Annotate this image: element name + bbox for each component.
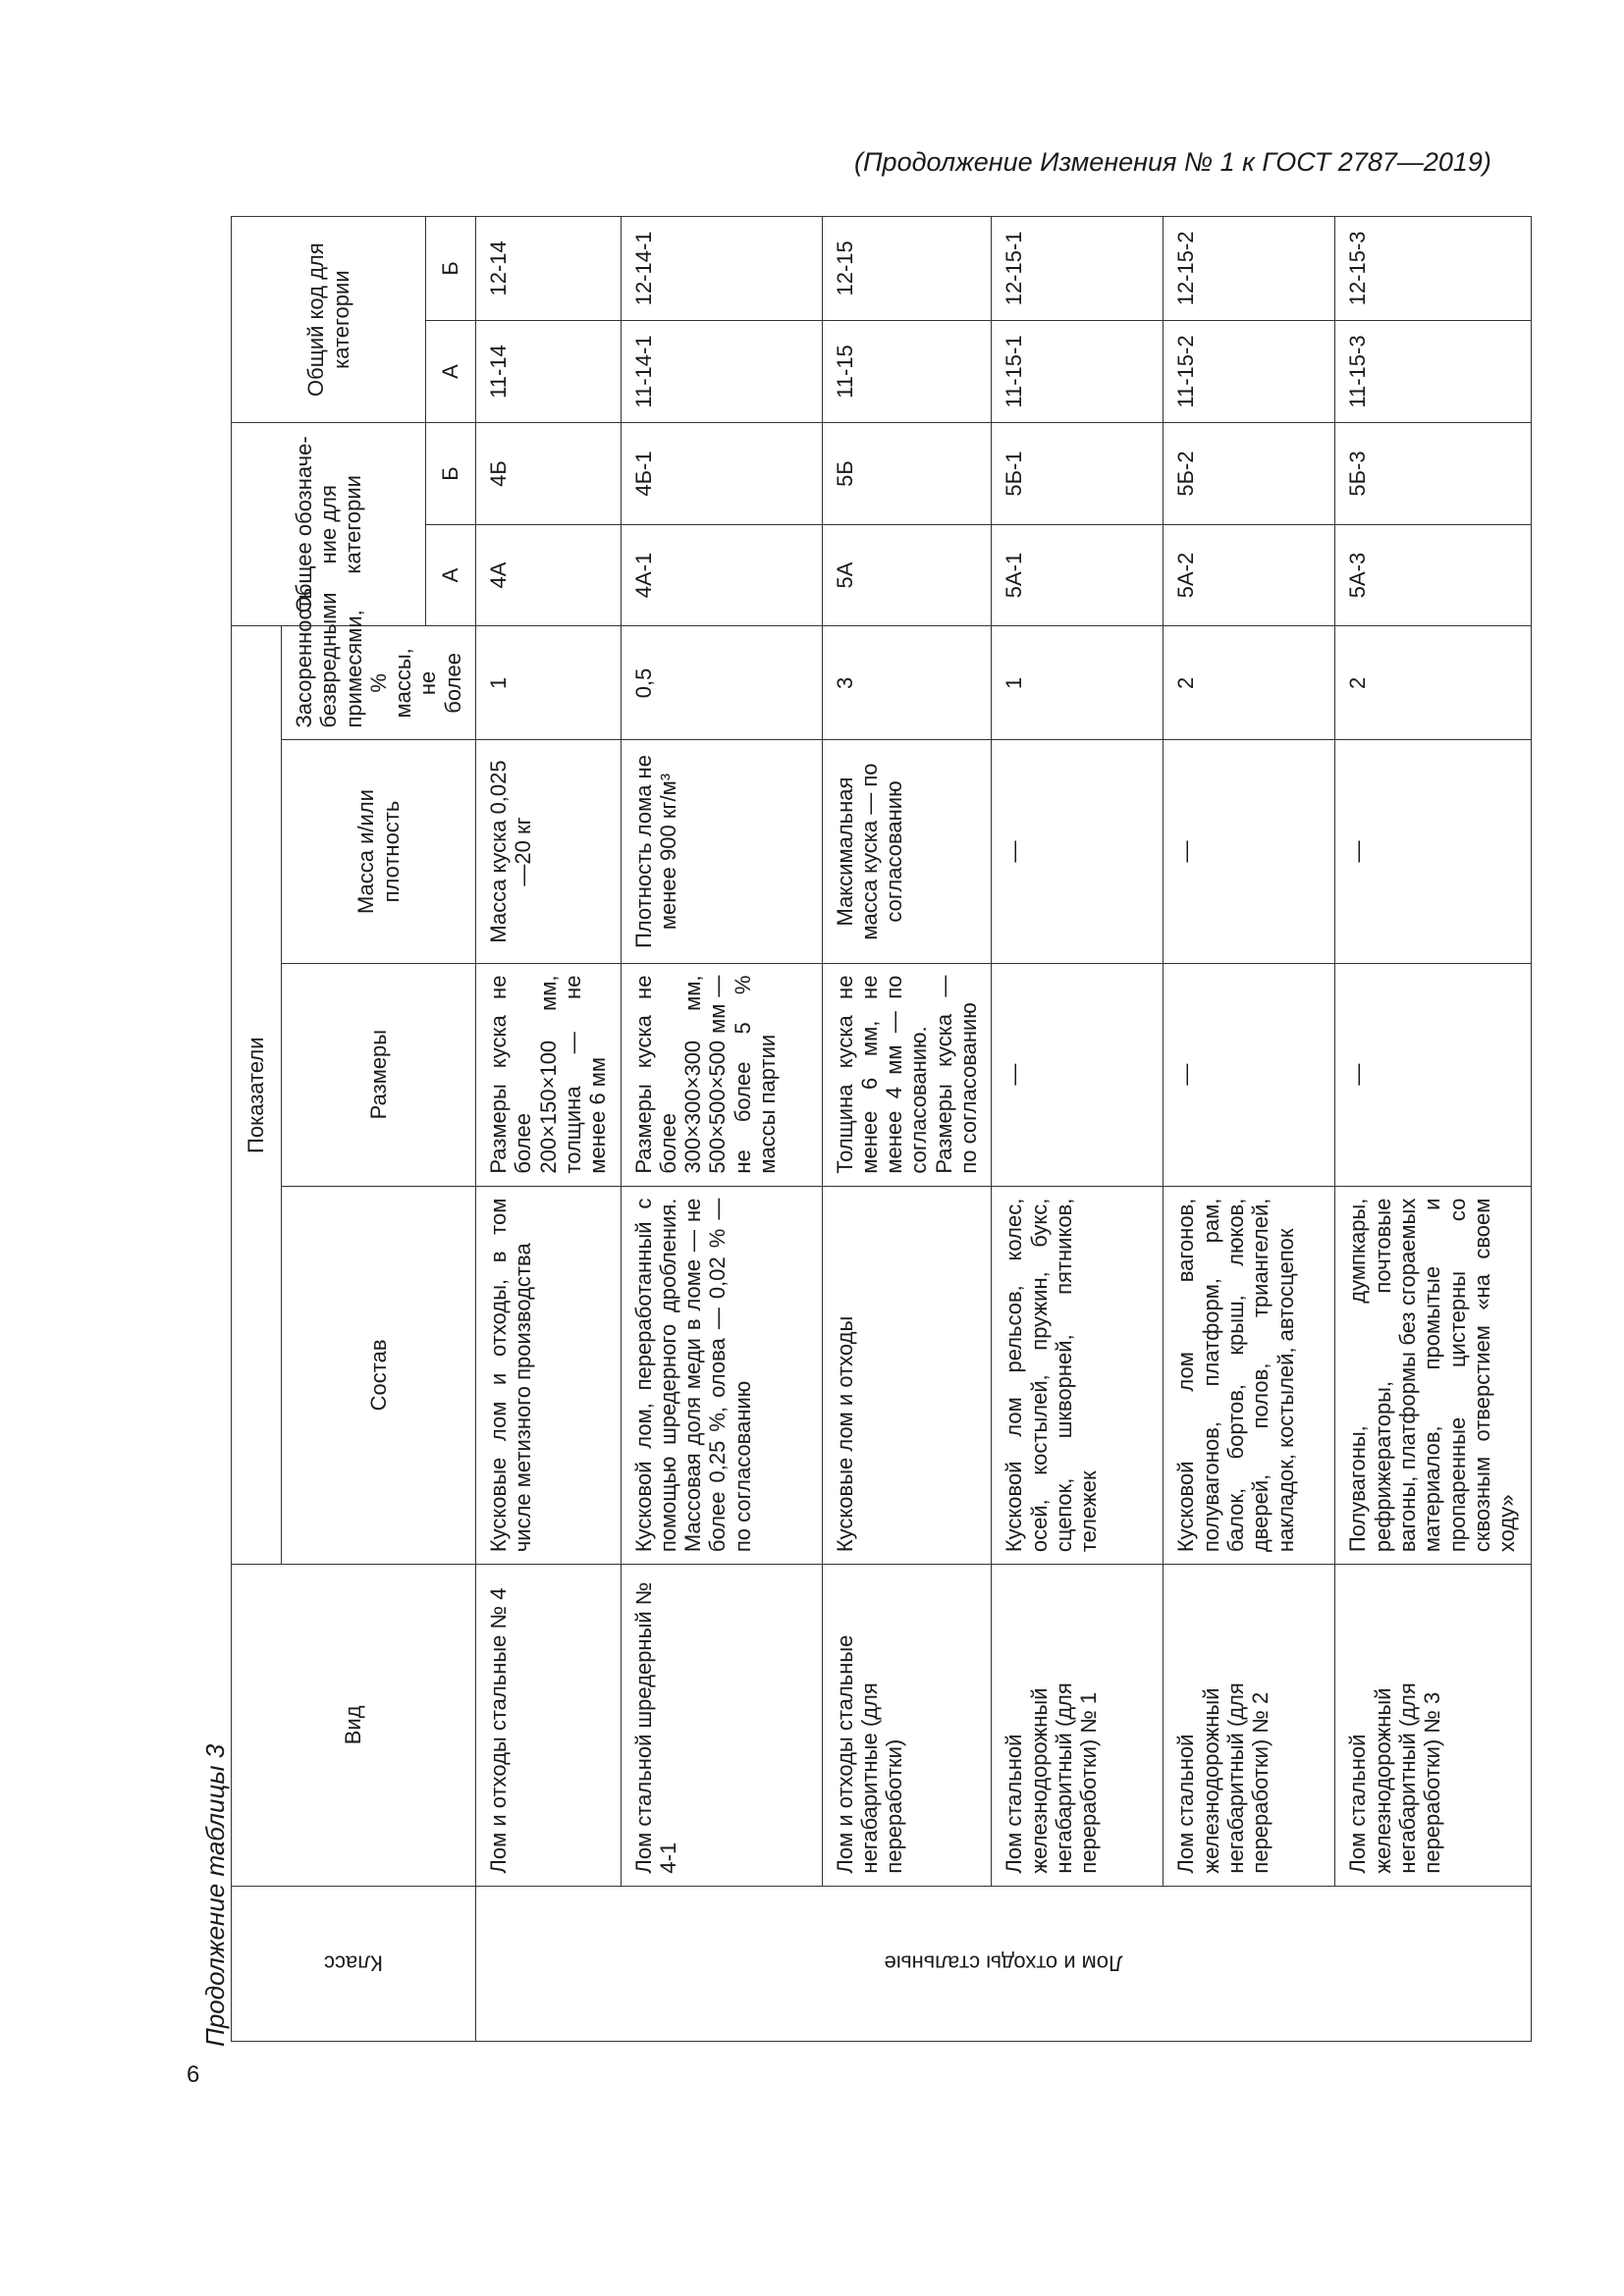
table-row [476,217,621,2042]
cell-obozn-b: 5Б-2 [1164,423,1335,525]
table-row [621,217,822,2042]
cell-massa: — [992,740,1164,963]
col-obozn: Общее обозначе-ние для категории [232,423,426,626]
table-container [231,216,1520,2042]
cell-sostav: Кусковой лом рельсов, колес, осей, костылей, пружин, букс, сцепок, шкворней, пятников, тележек [992,1186,1164,1565]
cell-obozn-a: 5А-3 [1335,524,1532,626]
cell-kod-a: 11-15-3 [1335,320,1532,423]
cell-vid: Лом и отходы стальные негабаритные (для переработки) [822,1565,992,1886]
cell-razmery: — [1164,963,1335,1186]
table-row [992,217,1164,2042]
table-row [822,217,992,2042]
cell-kod-b: 12-14 [476,217,621,321]
cell-razmery: — [992,963,1164,1186]
cell-zasor: 2 [1335,626,1532,740]
cell-kod-a: 11-15-2 [1164,320,1335,423]
col-klass: Класс [232,1886,476,2041]
cell-sostav: Кусковые лом и отходы, в том числе метизного производства [476,1186,621,1565]
col-zasor: Засоренность безвредными примесями, % массы, не более [282,626,476,740]
cell-obozn-b: 4Б-1 [621,423,822,525]
cell-kod-a: 11-14 [476,320,621,423]
cell-zasor: 2 [1164,626,1335,740]
cell-massa: Максимальная масса куска — по согласованию [822,740,992,963]
cell-massa: Масса куска 0,025—20 кг [476,740,621,963]
cell-obozn-a: 4А [476,524,621,626]
cell-razmery: — [1335,963,1532,1186]
cell-razmery: Размеры куска не более 200×150×100 мм, толщина — не менее 6 мм [476,963,621,1186]
cell-vid: Лом стальной железнодорожный негабаритный (для переработки) № 2 [1164,1565,1335,1886]
cell-vid: Лом и отходы стальные № 4 [476,1565,621,1886]
col-kod: Общий код для категории [232,217,426,423]
cell-kod-b: 12-15 [822,217,992,321]
cell-vid: Лом стальной железнодорожный негабаритный (для переработки) № 1 [992,1565,1164,1886]
col-obozn-a: А [426,524,476,626]
page-number: 6 [187,2061,200,2088]
cell-obozn-a: 5А-2 [1164,524,1335,626]
cell-vid: Лом стальной железнодорожный негабаритный (для переработки) № 3 [1335,1565,1532,1886]
col-razmery: Размеры [282,963,476,1186]
cell-obozn-b: 5Б-3 [1335,423,1532,525]
cell-kod-b: 12-15-2 [1164,217,1335,321]
cell-massa: Плотность лома не менее 900 кг/м³ [621,740,822,963]
cell-kod-b: 12-15-3 [1335,217,1532,321]
col-sostav: Состав [282,1186,476,1565]
table-row [1335,217,1532,2042]
cell-sostav: Полувагоны, думпкары, рефрижераторы, почтовые вагоны, платформы без сгораемых материалов, промытые и пропаренные цистерны со сквозным отверстием «на своем ходу» [1335,1186,1532,1565]
cell-zasor: 0,5 [621,626,822,740]
cell-obozn-a: 5А-1 [992,524,1164,626]
cell-zasor: 1 [476,626,621,740]
cell-razmery: Размеры куска не более 300×300×300 мм, 500×500×500 мм — не более 5 % массы партии [621,963,822,1186]
cell-kod-b: 12-14-1 [621,217,822,321]
cell-vid: Лом стальной шредерный № 4-1 [621,1565,822,1886]
cell-razmery: Толщина куска не менее 6 мм, не менее 4 мм — по согласованию. Размеры куска — по согласованию [822,963,992,1186]
cell-sostav: Кусковые лом и отходы [822,1186,992,1565]
cell-sostav: Кусковой лом, переработанный с помощью шредерного дробления. Массовая доля меди в ломе — не более 0,25 %, олова — 0,02 % — по согласованию [621,1186,822,1565]
col-vid: Вид [232,1565,476,1886]
cell-sostav: Кусковой лом вагонов, полувагонов, платформ, рам, балок, бортов, крыш, люков, дверей, полов, триангелей, накладок, костылей, автосцепок [1164,1186,1335,1565]
table-row [1164,217,1335,2042]
scrap-table [231,216,1532,2042]
cell-massa: — [1164,740,1335,963]
col-kod-b: Б [426,217,476,321]
cell-kod-b: 12-15-1 [992,217,1164,321]
cell-obozn-b: 4Б [476,423,621,525]
cell-obozn-b: 5Б [822,423,992,525]
col-kod-a: А [426,320,476,423]
cell-obozn-a: 4А-1 [621,524,822,626]
cell-kod-a: 11-15 [822,320,992,423]
cell-zasor: 3 [822,626,992,740]
klass-cell: Лом и отходы стальные [476,1886,1532,2041]
header-note: (Продолжение Изменения № 1 к ГОСТ 2787—2019) [854,147,1491,177]
header-row-1 [232,217,282,2042]
cell-massa: — [1335,740,1532,963]
cell-obozn-b: 5Б-1 [992,423,1164,525]
cell-kod-a: 11-15-1 [992,320,1164,423]
col-massa: Масса и/или плотность [282,740,476,963]
cell-kod-a: 11-14-1 [621,320,822,423]
col-obozn-b: Б [426,423,476,525]
col-pokazateli: Показатели [232,626,282,1565]
table-caption: Продолжение таблицы 3 [200,1743,230,2047]
cell-obozn-a: 5А [822,524,992,626]
cell-zasor: 1 [992,626,1164,740]
